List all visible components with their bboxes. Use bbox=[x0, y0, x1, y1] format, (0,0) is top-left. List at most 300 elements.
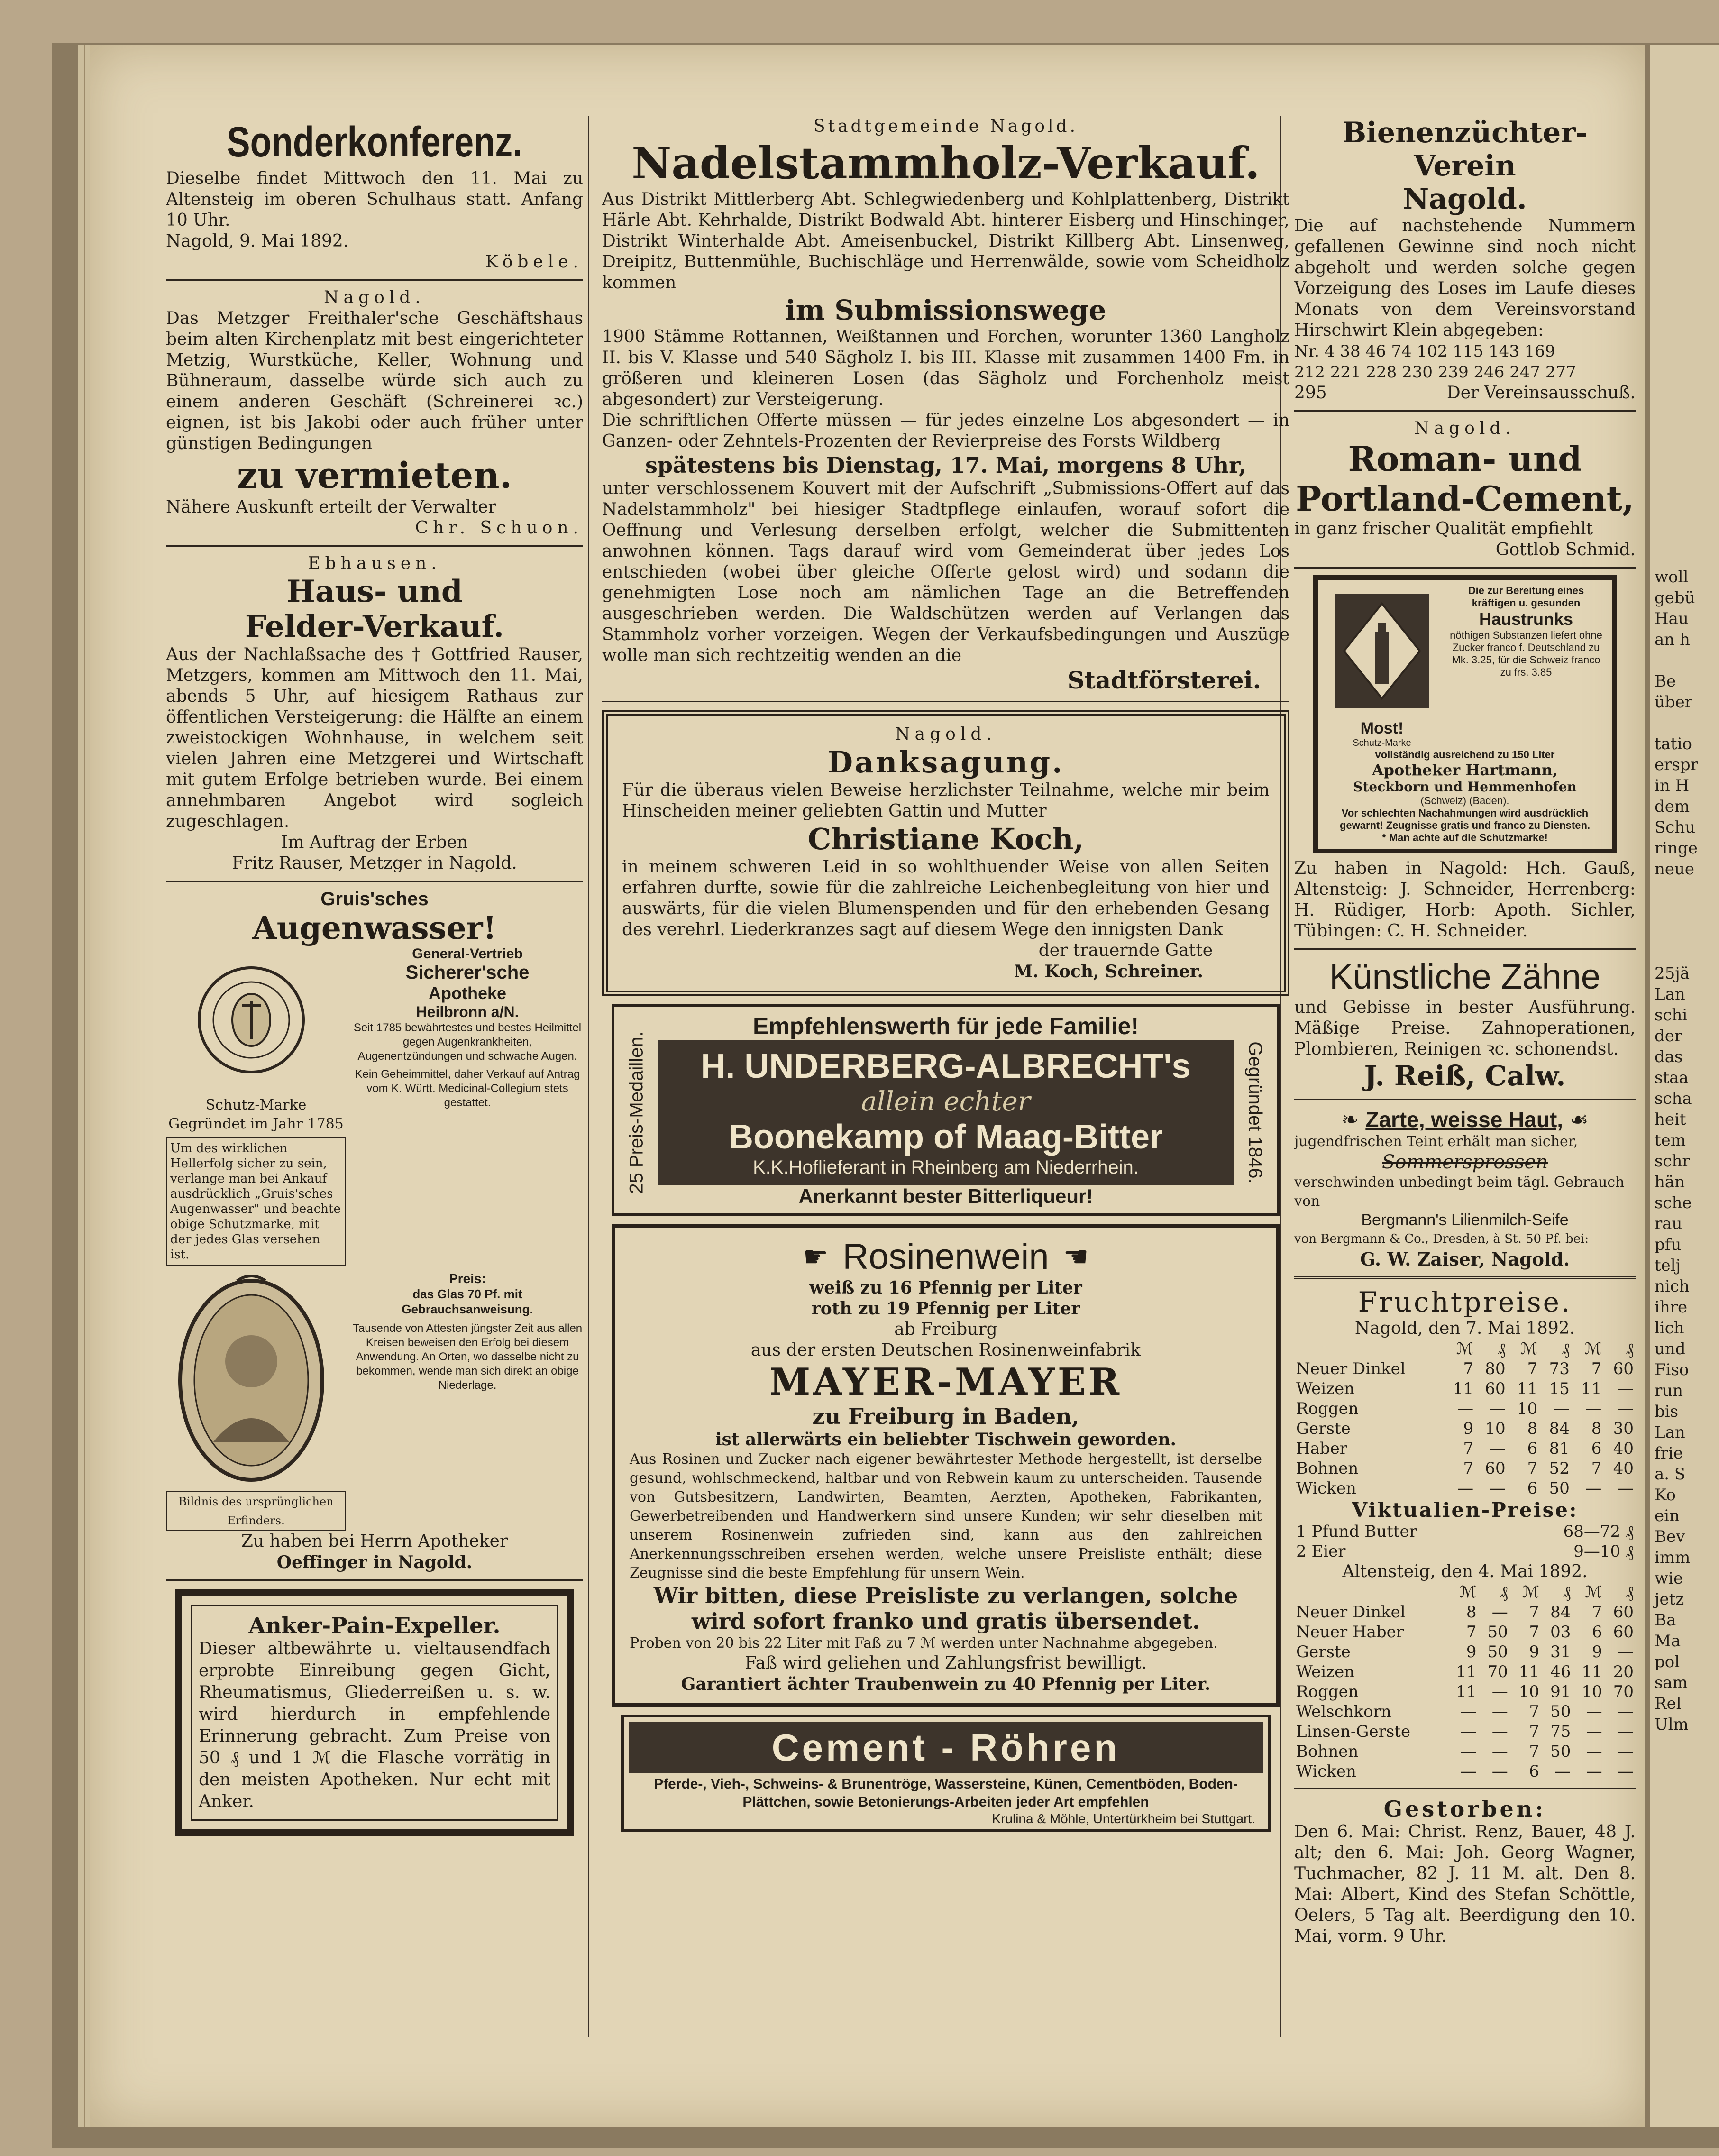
price-value-cell: — bbox=[1618, 1379, 1634, 1398]
adjacent-page-line: neue bbox=[1655, 860, 1695, 879]
most-text-3: vollständig ausreichend zu 150 Liter bbox=[1375, 749, 1555, 761]
price-value-cell: 80 bbox=[1485, 1359, 1506, 1378]
price-value-cell: 9—10 ₰ bbox=[1573, 1542, 1634, 1561]
underberg-right: Gegründet 1846. bbox=[1244, 1041, 1266, 1184]
sonder-title: Sonderkonferenz. bbox=[227, 119, 522, 166]
most-countries: (Schweiz) (Baden). bbox=[1420, 795, 1509, 807]
column-left bbox=[166, 116, 583, 1844]
adjacent-page-line: nich bbox=[1655, 1277, 1690, 1296]
price-unit-cell: ₰ bbox=[1497, 1339, 1506, 1358]
dank-text-2: in meinem schweren Leid in so wohlthuender Weise von allen Seiten erfahren durfte, sowie für die zahlreiche Leichenbegleitung von hier und auswärts, für die vielen Blumenspenden und für den erhebenden Gesang des verehrl. Liederkranzes sagt auf diesem Wege den innigsten Dank bbox=[622, 857, 1270, 939]
holz-sign: Stadtförsterei. bbox=[1067, 666, 1261, 694]
price-value-cell: 15 bbox=[1549, 1379, 1570, 1398]
price-value-cell: 9 bbox=[1463, 1419, 1474, 1438]
divider bbox=[166, 545, 583, 547]
adjacent-page-line: tem bbox=[1655, 1131, 1686, 1150]
gruis-apotheke-2: Apotheke bbox=[428, 983, 507, 1003]
bienen-sign: Der Vereinsausschuß. bbox=[1446, 383, 1636, 403]
underberg-bottom: Anerkannt bester Bitterliqueur! bbox=[798, 1185, 1093, 1207]
zaehne-title: Künstliche Zähne bbox=[1329, 957, 1600, 996]
price-value-cell: — bbox=[1618, 1722, 1634, 1741]
price-value-cell: 7 bbox=[1527, 1459, 1538, 1478]
price-row bbox=[1294, 1419, 1636, 1439]
column-rule bbox=[588, 116, 589, 2037]
price-value-cell: 60 bbox=[1613, 1603, 1634, 1622]
sonder-sign: Köbele. bbox=[485, 252, 583, 272]
price-name-cell: Welschkorn bbox=[1296, 1702, 1391, 1721]
roman-place: Nagold. bbox=[1414, 419, 1516, 438]
haut-maker: von Bergmann & Co., Dresden, à St. 50 Pf. bei: bbox=[1294, 1232, 1589, 1246]
price-unit-cell: ℳ bbox=[1584, 1339, 1602, 1358]
price-value-cell: — bbox=[1460, 1742, 1477, 1761]
gruis-portrait-caption: Bildnis des ursprünglichen Erfinders. bbox=[166, 1491, 346, 1531]
holz-body-3: unter verschlossenem Kouvert mit der Aufschrift „Submissions-Offert auf das Nadelstammholz" bei hiesiger Stadtpflege einlaufen, worauf sofort die Oeffnung und Verlesung derselben erfolgt, welcher die Submittenten anwohnen können. Tags darauf wird vom Gemeinderat über jedes Los entschieden (wobei über gleiche Offerte gelost wird) und sodann die genehmigten Lose noch am nämlichen Tage an die Betreffenden ausgeschrieben werden. Die Waldschützen werden auf Verlangen das Stammholz vorher vorzeigen. Wegen der Verkaufsbedingungen und Auszüge wolle man sich rechtzeitig wenden an die bbox=[602, 479, 1289, 665]
most-advert bbox=[1313, 575, 1617, 853]
adjacent-page-line: an h bbox=[1655, 630, 1690, 649]
price-row bbox=[1294, 1399, 1636, 1419]
adjacent-page-line: woll bbox=[1655, 568, 1689, 587]
bienen-numbers-2: 212 221 228 230 239 246 247 277 bbox=[1294, 363, 1576, 382]
adjacent-page-line: tatio bbox=[1655, 734, 1692, 753]
gruis-dealer-2: Oeffinger in Nagold. bbox=[276, 1552, 473, 1572]
divider bbox=[1294, 1099, 1636, 1100]
holz-title: Nadelstammholz-Verkauf. bbox=[631, 138, 1260, 189]
price-value-cell: — bbox=[1586, 1762, 1602, 1781]
metzger-info: Nähere Auskunft erteilt der Verwalter bbox=[166, 497, 496, 517]
adjacent-page-line: hän bbox=[1655, 1173, 1685, 1192]
cement-title: Cement - Röhren bbox=[771, 1726, 1120, 1769]
price-value-cell: — bbox=[1618, 1742, 1634, 1761]
adjacent-page-line: Rel bbox=[1655, 1694, 1682, 1713]
price-value-cell: — bbox=[1618, 1762, 1634, 1781]
price-value-cell: 50 bbox=[1550, 1702, 1571, 1721]
price-value-cell: 31 bbox=[1550, 1642, 1571, 1661]
adjacent-page-line: imm bbox=[1655, 1548, 1691, 1567]
metzger-text: Das Metzger Freithaler'sche Geschäftshaus beim alten Kirchenplatz mit best eingerichteter Metzig, Wurstküche, Keller, Wohnung und Bühneraum, dasselbe würde sich auch zu einem anderen Geschäft (Schreinerei ꝛc.) eignen, ist bis Jakobi oder auch früher unter günstigen Bedingungen bbox=[166, 309, 583, 453]
vikt-table bbox=[1294, 1522, 1636, 1561]
price-name-cell: Neuer Dinkel bbox=[1296, 1603, 1406, 1622]
most-apotheker: Apotheker Hartmann, bbox=[1372, 761, 1558, 779]
price-value-cell: — bbox=[1586, 1702, 1602, 1721]
price-value-cell: 10 bbox=[1517, 1399, 1538, 1418]
gruis-price: das Glas 70 Pf. mit Gebrauchsanweisung. bbox=[402, 1287, 533, 1316]
price-row bbox=[1294, 1459, 1636, 1478]
adjacent-page-line: a. S bbox=[1655, 1465, 1686, 1484]
price-name-cell: Wicken bbox=[1296, 1479, 1356, 1498]
price-value-cell: 40 bbox=[1613, 1459, 1634, 1478]
holz-body-1: 1900 Stämme Rottannen, Weißtannen und Forchen, worunter 1360 Langholz II. bis V. Klasse und 540 Sägholz I. bis III. Klasse mit zusammen 1400 Fm. in größeren und kleineren Losen (das Sägholz und Forchenholz meist abgesondert) zur Versteigerung. bbox=[602, 327, 1289, 409]
price-name-cell: 1 Pfund Butter bbox=[1296, 1522, 1417, 1541]
price-value-cell: — bbox=[1491, 1742, 1508, 1761]
gruis-attest: Tausende von Attesten jüngster Zeit aus allen Kreisen beweisen den Erfolg bei diesem Anwendung. An Orten, wo dasselbe nicht zu bekommen, wende man sich direkt an obige Niederlage. bbox=[352, 1322, 583, 1392]
price-value-cell: 8 bbox=[1591, 1419, 1602, 1438]
price-value-cell: 91 bbox=[1550, 1682, 1571, 1701]
gruis-stamp-label: Schutz-Marke bbox=[205, 1097, 307, 1113]
adjacent-page-line bbox=[1655, 650, 1714, 671]
divider bbox=[1294, 567, 1636, 569]
rosi-text: Aus Rosinen und Zucker nach eigener bewährtester Methode hergestellt, ist derselbe gesund, wohlschmeckend, haltbar und von Rebwein kaum zu unterscheiden. Tausende von Gutsbesitzern, Landwirten, Beamten, Aerzten, Apotheken, Fabrikanten, Gewerbetreibenden und Handwerkern sind unsere Kunden; wir sehr dieselben mit unserem Rosinenwein zufrieden sind, kann aus den zahlreichen Anerkennungsschreiben ersehen werden, welche unsere Preisliste enthält; diese Zeugnisse sind die beste Empfehlung für unsern Wein. bbox=[630, 1451, 1262, 1581]
portrait-illustration-icon bbox=[166, 1271, 337, 1489]
adjacent-page-line bbox=[1655, 880, 1714, 900]
haut-product: Bergmann's Lilienmilch-Seife bbox=[1361, 1211, 1569, 1229]
adjacent-page-line: Schu bbox=[1655, 818, 1696, 837]
rosi-price-2: roth zu 19 Pfennig per Liter bbox=[811, 1299, 1080, 1319]
price-value-cell: 73 bbox=[1549, 1359, 1570, 1378]
price-value-cell: 11 bbox=[1518, 1662, 1540, 1681]
underberg-brand: H. UNDERBERG-ALBRECHT's bbox=[701, 1047, 1191, 1085]
gruis-vertrieb: General-Vertrieb bbox=[412, 946, 523, 962]
price-value-cell: — bbox=[1618, 1479, 1634, 1498]
price-value-cell: 10 bbox=[1518, 1682, 1540, 1701]
price-value-cell: 81 bbox=[1549, 1439, 1570, 1458]
price-value-cell: — bbox=[1618, 1642, 1634, 1661]
price-row bbox=[1294, 1642, 1636, 1662]
adjacent-page-line: der bbox=[1655, 1027, 1682, 1046]
price-unit-cell: ₰ bbox=[1500, 1583, 1508, 1602]
price-unit-cell: ℳ bbox=[1456, 1339, 1474, 1358]
price-value-cell: — bbox=[1489, 1439, 1506, 1458]
adjacent-page-line bbox=[1655, 713, 1714, 734]
price-value-cell: — bbox=[1586, 1722, 1602, 1741]
haut-script: Sommersprossen bbox=[1382, 1151, 1548, 1173]
gruis-note: Um des wirklichen Hellerfolg sicher zu sein, verlange man bei Ankauf ausdrücklich „Gruis'sches Augenwasser" und beachte obige Schutzmarke, mit der jedes Glas versehen ist. bbox=[170, 1141, 341, 1262]
price-value-cell: 7 bbox=[1463, 1439, 1474, 1458]
bienen-title-2: Nagold. bbox=[1403, 183, 1527, 216]
price-value-cell: 6 bbox=[1527, 1439, 1538, 1458]
cement-text: Pferde-, Vieh-, Schweins- & Brunentröge, Wassersteine, Künen, Cementböden, Boden-Plättchen, sowie Betonierungs-Arbeiten jeder Art empfehlen bbox=[654, 1776, 1238, 1810]
adjacent-page-line: telj bbox=[1655, 1256, 1681, 1275]
column-right bbox=[1294, 116, 1636, 1947]
haut-title: Zarte, weisse Haut, bbox=[1365, 1107, 1564, 1132]
rosi-ab: ab Freiburg bbox=[894, 1320, 997, 1339]
adjacent-page-line: schr bbox=[1655, 1152, 1690, 1171]
price-row bbox=[1294, 1379, 1636, 1399]
price-value-cell: — bbox=[1618, 1399, 1634, 1418]
price-name-cell: Wicken bbox=[1296, 1762, 1356, 1781]
adjacent-page-line: pol bbox=[1655, 1652, 1680, 1671]
price-value-cell: 60 bbox=[1613, 1359, 1634, 1378]
adjacent-page-line: schi bbox=[1655, 1006, 1688, 1025]
price-value-cell: 84 bbox=[1550, 1603, 1571, 1622]
price-value-cell: — bbox=[1585, 1399, 1602, 1418]
adjacent-page-line: ihre bbox=[1655, 1298, 1688, 1317]
haus-sign-1: Im Auftrag der Erben bbox=[281, 833, 468, 852]
adjacent-page-line: Hau bbox=[1655, 609, 1689, 628]
price-row bbox=[1294, 1541, 1636, 1561]
holz-deadline: spätestens bis Dienstag, 17. Mai, morgens 8 Uhr, bbox=[645, 452, 1247, 478]
roman-sign: Gottlob Schmid. bbox=[1495, 540, 1636, 560]
frucht-title: Fruchtpreise. bbox=[1358, 1286, 1572, 1318]
most-badge: Most! bbox=[1360, 719, 1404, 737]
ornament-left-icon: ❧ bbox=[1341, 1107, 1359, 1132]
adjacent-page-line bbox=[1655, 942, 1714, 963]
adjacent-page-line: wie bbox=[1655, 1569, 1683, 1588]
adjacent-page-line: Lan bbox=[1655, 1423, 1685, 1442]
price-name-cell: Neuer Dinkel bbox=[1296, 1359, 1406, 1378]
haus-place: Ebhausen. bbox=[308, 554, 441, 573]
adjacent-page-line: pfu bbox=[1655, 1235, 1682, 1254]
most-warn: Vor schlechten Nachahmungen wird ausdrücklich gewarnt! Zeugnisse gratis und franco zu Diensten. bbox=[1339, 807, 1591, 831]
price-value-cell: — bbox=[1491, 1762, 1508, 1781]
holz-subtitle: im Submissionswege bbox=[785, 294, 1106, 326]
price-name-cell: Haber bbox=[1296, 1439, 1348, 1458]
price-value-cell: 10 bbox=[1582, 1682, 1602, 1701]
price-name-cell: Linsen-Gerste bbox=[1296, 1722, 1411, 1741]
alt-date: Altensteig, den 4. Mai 1892. bbox=[1342, 1562, 1588, 1581]
haut-text-2: verschwinden unbedingt beim tägl. Gebrauch von bbox=[1294, 1174, 1625, 1210]
price-name-cell: Roggen bbox=[1296, 1399, 1359, 1418]
newspaper-page bbox=[90, 45, 1645, 2127]
price-value-cell: 60 bbox=[1485, 1459, 1506, 1478]
gest-text: Den 6. Mai: Christ. Renz, Bauer, 48 J. alt; den 6. Mai: Joh. Georg Wagner, Tuchmacher, 82 J. 11 M. alt. Den 8. Mai: Albert, Kind des Stefan Schöttle, Oelers, 5 Tag alt. Beerdigung den 10. Mai, vorm. 9 Uhr. bbox=[1294, 1822, 1636, 1946]
divider bbox=[1294, 1276, 1636, 1279]
price-value-cell: — bbox=[1586, 1742, 1602, 1761]
price-value-cell: — bbox=[1554, 1762, 1571, 1781]
gruis-city: Heilbronn a/N. bbox=[416, 1003, 519, 1020]
holz-body-2: Die schriftlichen Offerte müssen — für jedes einzelne Los abgesondert — in Ganzen- oder Zehntels-Prozenten der Revierpreise des Forsts Wildberg bbox=[602, 411, 1289, 451]
price-value-cell: 60 bbox=[1485, 1379, 1506, 1398]
price-value-cell: 84 bbox=[1549, 1419, 1570, 1438]
price-value-cell: 7 bbox=[1529, 1623, 1540, 1642]
adjacent-page-line: Be bbox=[1655, 672, 1676, 691]
sonder-text: Dieselbe findet Mittwoch den 11. Mai zu Altensteig im oberen Schulhaus statt. Anfang 10 Uhr. bbox=[166, 169, 583, 230]
price-row bbox=[1294, 1478, 1636, 1498]
price-name-cell: Weizen bbox=[1296, 1662, 1355, 1681]
rosi-title: Rosinenwein bbox=[842, 1237, 1049, 1277]
price-value-cell: 6 bbox=[1529, 1762, 1540, 1781]
price-name-cell: Gerste bbox=[1296, 1642, 1351, 1661]
price-value-cell: — bbox=[1491, 1722, 1508, 1741]
haus-sign-2: Fritz Rauser, Metzger in Nagold. bbox=[232, 853, 517, 873]
underberg-top: Empfehlenswerth für jede Familie! bbox=[752, 1013, 1139, 1039]
price-units-row bbox=[1294, 1582, 1636, 1602]
adjacent-page-line: heit bbox=[1655, 1110, 1686, 1129]
most-dealers: Zu haben in Nagold: Hch. Gauß, Altensteig: J. Schneider, Herrenberg: H. Rüdiger, Horb: Apoth. Sichler, Tübingen: C. H. Schneider. bbox=[1294, 859, 1636, 941]
price-unit-cell: ℳ bbox=[1585, 1583, 1602, 1602]
price-value-cell: 50 bbox=[1487, 1642, 1508, 1661]
adjacent-page-line: sam bbox=[1655, 1673, 1688, 1692]
price-name-cell: Gerste bbox=[1296, 1419, 1351, 1438]
price-value-cell: 11 bbox=[1581, 1379, 1602, 1398]
price-value-cell: 70 bbox=[1487, 1662, 1508, 1681]
gruis-advert bbox=[166, 889, 583, 1573]
anker-title: Anker-Pain-Expeller. bbox=[248, 1613, 501, 1638]
divider bbox=[166, 1579, 583, 1581]
price-value-cell: 75 bbox=[1550, 1722, 1571, 1741]
price-row bbox=[1294, 1622, 1636, 1642]
adjacent-page-line: über bbox=[1655, 693, 1693, 712]
adjacent-page-line: das bbox=[1655, 1047, 1683, 1066]
adjacent-page-line: ein bbox=[1655, 1506, 1680, 1525]
adjacent-page-line: frie bbox=[1655, 1444, 1683, 1463]
price-name-cell bbox=[1294, 1582, 1447, 1602]
adjacent-page-line: erspr bbox=[1655, 755, 1698, 774]
gest-title: Gestorben: bbox=[1383, 1796, 1546, 1822]
price-unit-cell: ₰ bbox=[1626, 1339, 1634, 1358]
bienen-text: Die auf nachstehende Nummern gefallenen Gewinne sind noch nicht abgeholt und werden solche gegen Vorzeigung des Loses im Laufe dieses Monats von dem Vereinsvorstand Hirschwirt Klein abgegeben: bbox=[1294, 216, 1636, 340]
price-value-cell: 8 bbox=[1527, 1419, 1538, 1438]
price-value-cell: 9 bbox=[1466, 1642, 1477, 1661]
price-row bbox=[1294, 1359, 1636, 1379]
price-value-cell: 11 bbox=[1517, 1379, 1538, 1398]
adjacent-page-line: Bev bbox=[1655, 1527, 1685, 1546]
price-value-cell: 68—72 ₰ bbox=[1563, 1522, 1634, 1541]
most-text-2: nöthigen Substanzen liefert ohne Zucker franco f. Deutschland zu Mk. 3.25, für die Schweiz franco zu frs. 3.85 bbox=[1450, 629, 1602, 678]
gruis-founded: Gegründet im Jahr 1785 bbox=[168, 1116, 344, 1132]
haus-title-2: Felder-Verkauf. bbox=[245, 609, 504, 644]
cement-sign: Krulina & Möhle, Untertürkheim bei Stuttgart. bbox=[992, 1811, 1255, 1826]
adjacent-page-line: Ko bbox=[1655, 1486, 1676, 1505]
adjacent-page-line: rau bbox=[1655, 1214, 1682, 1233]
price-unit-cell: ₰ bbox=[1563, 1583, 1571, 1602]
price-row bbox=[1294, 1682, 1636, 1702]
rosi-tag: ist allerwärts ein beliebter Tischwein geworden. bbox=[715, 1430, 1177, 1450]
price-value-cell: — bbox=[1489, 1399, 1506, 1418]
most-haustrunk: Haustrunks bbox=[1479, 609, 1573, 629]
dank-title: Danksagung. bbox=[827, 745, 1064, 780]
adjacent-page-line: bis bbox=[1655, 1402, 1679, 1421]
adjacent-page-line: Lan bbox=[1655, 985, 1685, 1004]
bienen-title-1: Bienenzüchter-Verein bbox=[1342, 116, 1588, 183]
zaehne-sign: J. Reiß, Calw. bbox=[1364, 1060, 1566, 1092]
price-row bbox=[1294, 1761, 1636, 1781]
price-value-cell: 6 bbox=[1527, 1479, 1538, 1498]
danksagung-advert bbox=[602, 710, 1289, 996]
anker-advert bbox=[175, 1589, 574, 1836]
price-value-cell: — bbox=[1460, 1762, 1477, 1781]
price-value-cell: 10 bbox=[1485, 1419, 1506, 1438]
price-unit-cell: ℳ bbox=[1520, 1339, 1538, 1358]
price-value-cell: 8 bbox=[1466, 1603, 1477, 1622]
adjacent-page-line: jetz bbox=[1655, 1590, 1684, 1609]
dank-name: Christiane Koch, bbox=[807, 822, 1084, 856]
holz-kicker: Stadtgemeinde Nagold. bbox=[813, 117, 1079, 136]
price-value-cell: 11 bbox=[1456, 1682, 1477, 1701]
price-value-cell: 9 bbox=[1592, 1642, 1602, 1661]
dank-sign-1: der trauernde Gatte bbox=[1038, 941, 1213, 960]
price-row bbox=[1294, 1702, 1636, 1722]
price-row bbox=[1294, 1522, 1636, 1541]
price-value-cell: 11 bbox=[1456, 1662, 1477, 1681]
underberg-hof: K.K.Hoflieferant in Rheinberg am Niederrhein. bbox=[753, 1157, 1139, 1178]
anker-text: Dieser altbewährte u. vieltausendfach erprobte Einreibung gegen Gicht, Rheumatismus, Gliederreißen u. s. w. wird hierdurch in empfehlende Erinnerung gebracht. Zum Preise von 50 ₰ und 1 ℳ die Flasche vorrätig in den meisten Apotheken. Nur echt mit Anker. bbox=[199, 1639, 550, 1811]
frucht-table-nagold bbox=[1294, 1339, 1636, 1498]
gruis-text: Seit 1785 bewährtestes und bestes Heilmittel gegen Augenkrankheiten, Augenentzündungen und schwache Augen. bbox=[353, 1021, 582, 1063]
price-units-row bbox=[1294, 1339, 1636, 1359]
price-value-cell: 30 bbox=[1613, 1419, 1634, 1438]
metzger-place: Nagold. bbox=[324, 288, 425, 307]
price-value-cell: 7 bbox=[1529, 1742, 1540, 1761]
price-unit-cell: ℳ bbox=[1459, 1583, 1477, 1602]
price-value-cell: — bbox=[1553, 1399, 1570, 1418]
price-value-cell: 7 bbox=[1527, 1359, 1538, 1378]
rosi-from: aus der ersten Deutschen Rosinenweinfabrik bbox=[750, 1340, 1141, 1360]
pointing-hand-right-icon: ☛ bbox=[803, 1240, 829, 1274]
dank-text-1: Für die überaus vielen Beweise herzlichster Teilnahme, welche mir beim Hinscheiden meiner geliebten Gattin und Mutter bbox=[622, 780, 1270, 821]
price-name-cell: Weizen bbox=[1296, 1379, 1355, 1398]
rosi-garant: Garantiert ächter Traubenwein zu 40 Pfennig per Liter. bbox=[681, 1674, 1211, 1694]
adjacent-page-line: Ba bbox=[1655, 1611, 1676, 1630]
bienen-numbers-1: Nr. 4 38 46 74 102 115 143 169 bbox=[1294, 342, 1555, 361]
divider bbox=[1294, 948, 1636, 950]
zaehne-text: und Gebisse in bester Ausführung. Mäßige Preise. Zahnoperationen, Plombieren, Reinigen ꝛc. schonendst. bbox=[1294, 998, 1636, 1059]
rosi-fass: Faß wird geliehen und Zahlungsfrist bewilligt. bbox=[745, 1653, 1147, 1673]
price-value-cell: — bbox=[1585, 1479, 1602, 1498]
gruis-price-label: Preis: bbox=[449, 1271, 486, 1286]
adjacent-page-line: scha bbox=[1655, 1089, 1692, 1108]
price-value-cell: 50 bbox=[1487, 1623, 1508, 1642]
roman-title-2: Portland-Cement, bbox=[1296, 478, 1634, 519]
gruis-title: Augenwasser! bbox=[252, 909, 497, 946]
divider bbox=[1294, 410, 1636, 412]
price-value-cell: 6 bbox=[1592, 1623, 1602, 1642]
most-note: * Man achte auf die Schutzmarke! bbox=[1382, 832, 1548, 844]
adjacent-page-line: run bbox=[1655, 1381, 1683, 1400]
sonder-date: Nagold, 9. Mai 1892. bbox=[166, 231, 349, 251]
price-value-cell: 11 bbox=[1582, 1662, 1602, 1681]
price-value-cell: — bbox=[1491, 1682, 1508, 1701]
dank-sign-2: M. Koch, Schreiner. bbox=[1014, 962, 1203, 982]
rosi-city: zu Freiburg in Baden, bbox=[812, 1404, 1079, 1429]
gruis-apotheke-1: Sicherer'sche bbox=[405, 962, 530, 983]
price-value-cell: 7 bbox=[1529, 1603, 1540, 1622]
price-value-cell: 50 bbox=[1549, 1479, 1570, 1498]
price-name-cell: Roggen bbox=[1296, 1682, 1359, 1701]
gruis-brand: Gruis'sches bbox=[320, 889, 429, 909]
price-value-cell: 50 bbox=[1550, 1742, 1571, 1761]
most-text-1: Die zur Bereitung eines kräftigen u. gesunden bbox=[1468, 585, 1584, 609]
underberg-script: allein echter bbox=[861, 1086, 1031, 1117]
price-unit-cell: ℳ bbox=[1522, 1583, 1540, 1602]
price-name-cell: Neuer Haber bbox=[1296, 1623, 1404, 1642]
price-value-cell: — bbox=[1489, 1479, 1506, 1498]
rosinenwein-advert bbox=[612, 1224, 1280, 1707]
price-value-cell: 7 bbox=[1529, 1702, 1540, 1721]
haus-text: Aus der Nachlaßsache des † Gottfried Rauser, Metzgers, kommen am Mittwoch den 11. Mai, abends 5 Uhr, auf hiesigem Rathaus zur öffentlichen Versteigerung: die Hälfte an einem zweistockigen Wohnhause, in welchem seit vielen Jahren eine Metzgerei und Wirtschaft mit gutem Erfolge betrieben wurde. Bei einem annehmbaren Angebot wird sogleich zugeschlagen. bbox=[166, 645, 583, 831]
most-mark: Schutz-Marke bbox=[1353, 738, 1411, 748]
price-value-cell: 7 bbox=[1463, 1459, 1474, 1478]
adjacent-page-line: staa bbox=[1655, 1068, 1689, 1087]
underberg-left: 25 Preis-Medaillen. bbox=[626, 1031, 647, 1194]
price-value-cell: 7 bbox=[1466, 1623, 1477, 1642]
underberg-advert bbox=[612, 1004, 1280, 1216]
roman-title-1: Roman- und bbox=[1348, 439, 1582, 479]
price-row bbox=[1294, 1742, 1636, 1761]
adjacent-page-line: sche bbox=[1655, 1193, 1692, 1212]
price-value-cell: 52 bbox=[1549, 1459, 1570, 1478]
haus-title-1: Haus- und bbox=[286, 574, 463, 609]
adjacent-page-line: dem bbox=[1655, 797, 1690, 816]
price-value-cell: 9 bbox=[1529, 1642, 1540, 1661]
price-value-cell: 11 bbox=[1453, 1379, 1474, 1398]
underberg-name: Boonekamp of Maag-Bitter bbox=[728, 1118, 1163, 1156]
price-name-cell: 2 Eier bbox=[1296, 1542, 1346, 1561]
most-place: Steckborn und Hemmenhofen bbox=[1353, 779, 1577, 795]
price-row bbox=[1294, 1662, 1636, 1682]
price-value-cell: — bbox=[1491, 1702, 1508, 1721]
adjacent-page-line: Fiso bbox=[1655, 1360, 1689, 1379]
metzger-sign: Chr. Schuon. bbox=[415, 518, 583, 538]
most-bottle-icon bbox=[1325, 585, 1439, 717]
price-value-cell: 7 bbox=[1529, 1722, 1540, 1741]
holz-intro: Aus Distrikt Mittlerberg Abt. Schlegwiedenberg und Kohlplattenberg, Distrikt Härle Abt. Kehrhalde, Distrikt Bodwald Abt. hinterer Eisberg und Hinschinger, Distrikt Winterhalde Abt. Ameisenbuckel, Distrikt Killberg Abt. Linsenweg, Dreipitz, Buttenmühle, Buchischläge und Herrenwälde, sowie vom Scheidholz kommen bbox=[602, 190, 1289, 293]
adjacent-page-fragment bbox=[1650, 45, 1719, 2127]
price-value-cell: — bbox=[1457, 1399, 1474, 1418]
frucht-table-altensteig bbox=[1294, 1582, 1636, 1781]
price-value-cell: 46 bbox=[1550, 1662, 1571, 1681]
price-value-cell: 60 bbox=[1613, 1623, 1634, 1642]
price-name-cell bbox=[1294, 1339, 1444, 1359]
